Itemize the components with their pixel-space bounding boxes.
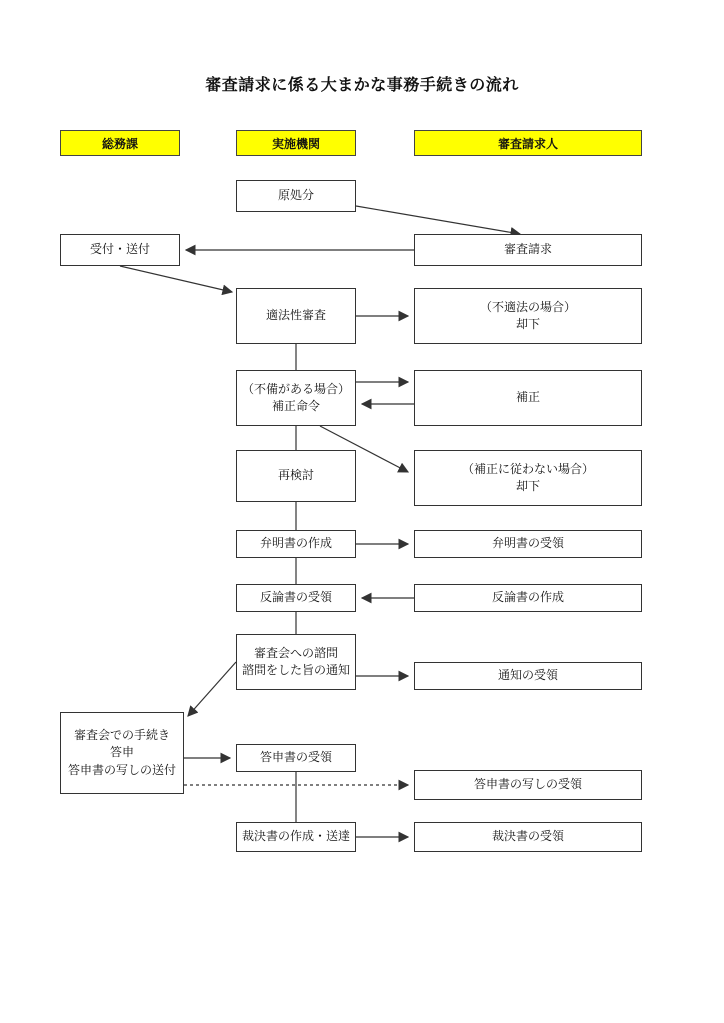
node-saikentou (236, 450, 356, 502)
node-saiketsusho-juryo (414, 822, 642, 852)
node-benmeisho-juryo (414, 530, 642, 558)
column-header-jisshikikan: 実施機関 (236, 130, 356, 156)
node-label-second: 答申 (109, 745, 134, 760)
node-uketsuke-soufu (60, 234, 180, 266)
node-hanronsho-sakusei (414, 584, 642, 612)
node-benmeisho-sakusei (236, 530, 356, 558)
node-label-second: 却下 (515, 317, 540, 331)
node-shinsaseikyu (414, 234, 642, 266)
node-shinsakai-tetsuzuki (60, 712, 184, 794)
page-title: 審査請求に係る大まかな事務手続きの流れ (205, 77, 519, 94)
node-genshobun (236, 180, 356, 212)
node-saiketsusho-sakusei-soutatsu (236, 822, 356, 852)
node-label-second: 却下 (515, 479, 540, 493)
node-fubi-hosei-meirei (236, 370, 356, 426)
node-label: 適法性審査 (265, 308, 326, 323)
node-label: 答申書の写しの受領 (473, 777, 582, 792)
node-label: 受付・送付 (89, 242, 150, 257)
node-label: 再検討 (277, 468, 314, 483)
node-label: 原処分 (277, 188, 314, 203)
node-label: 審査請求 (503, 242, 552, 257)
node-toushinsho-utsushi-juryo (414, 770, 642, 800)
wire-genshobun-shinsaseikyu (356, 206, 520, 234)
column-header-shinsaseikyunin: 審査請求人 (414, 130, 642, 156)
node-hosei-shitagawanai-kyakka (414, 450, 642, 506)
node-label: 裁決書の作成・送達 (241, 829, 350, 844)
node-label: 反論書の作成 (491, 590, 564, 605)
node-label: （補正に従わない場合） (461, 461, 594, 476)
wire-uketsuke-tekihousei (120, 266, 232, 292)
node-shinsakai-shimon (236, 634, 356, 690)
node-label: 弁明書の受領 (491, 536, 564, 551)
node-label-second: 諮問をした旨の通知 (241, 663, 350, 677)
node-label: 審査会での手続き (73, 727, 170, 742)
node-tsuchi-juryo (414, 662, 642, 690)
node-label: （不備がある場合） (241, 381, 350, 396)
node-label-third: 答申書の写しの送付 (67, 762, 176, 777)
node-label: 答申書の受領 (259, 750, 332, 765)
node-futekihou-kyakka (414, 288, 642, 344)
node-hanronsho-juryo (236, 584, 356, 612)
wire-shimon-shinsakai (188, 662, 236, 716)
node-label: 通知の受領 (497, 668, 558, 683)
node-label: 反論書の受領 (259, 590, 332, 605)
node-hosei (414, 370, 642, 426)
column-header-soumuka: 総務課 (60, 130, 180, 156)
node-label-second: 補正命令 (271, 399, 320, 413)
node-toushinsho-juryo (236, 744, 356, 772)
node-label: 弁明書の作成 (259, 536, 332, 551)
node-label: 補正 (515, 390, 540, 405)
node-label: 裁決書の受領 (491, 829, 564, 844)
node-label: 審査会への諮問 (253, 645, 338, 660)
node-label: （不適法の場合） (479, 299, 576, 314)
node-tekihousei-shinsa (236, 288, 356, 344)
